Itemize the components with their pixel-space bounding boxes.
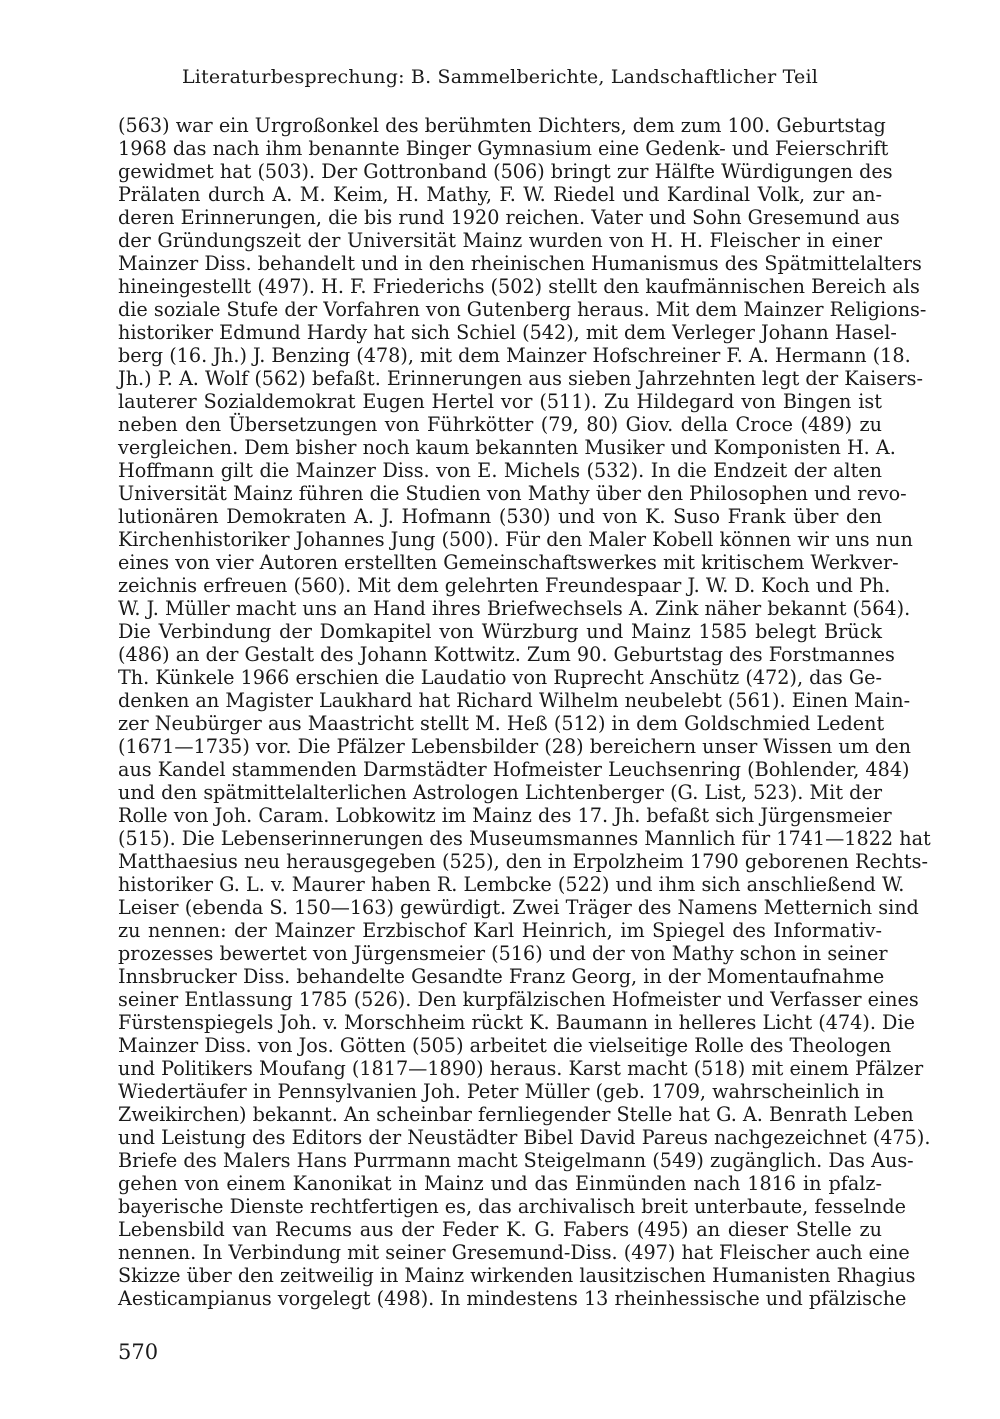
text-line: und Leistung des Editors der Neustädter Bibel David Pareus nachgezeichnet (475). (118, 1126, 931, 1149)
text-line: und den spätmittelalterlichen Astrologen Lichtenberger (G. List, 523). Mit der (118, 781, 882, 804)
text-line: Zweikirchen) bekannt. An scheinbar fernliegender Stelle hat G. A. Benrath Leben (118, 1103, 914, 1126)
text-line: gewidmet hat (503). Der Gottronband (506) bringt zur Hälfte Würdigungen des (118, 160, 893, 183)
page-number: 570 (118, 1340, 159, 1364)
text-line: lutionären Demokraten A. J. Hofmann (530) und von K. Suso Frank über den (118, 505, 882, 528)
text-line: Th. Künkele 1966 erschien die Laudatio von Ruprecht Anschütz (472), das Ge- (118, 666, 882, 689)
text-line: 1968 das nach ihm benannte Binger Gymnasium eine Gedenk- und Feierschrift (118, 137, 889, 160)
text-line: eines von vier Autoren erstellten Gemeinschaftswerkes mit kritischem Werkver- (118, 551, 899, 574)
text-line: nennen. In Verbindung mit seiner Gresemund-Diss. (497) hat Fleischer auch eine (118, 1241, 910, 1264)
text-line: Rolle von Joh. Caram. Lobkowitz im Mainz des 17. Jh. befaßt sich Jürgensmeier (118, 804, 892, 827)
text-line: zeichnis erfreuen (560). Mit dem gelehrten Freundespaar J. W. D. Koch und Ph. (118, 574, 891, 597)
text-line: (563) war ein Urgroßonkel des berühmten Dichters, dem zum 100. Geburtstag (118, 114, 886, 137)
text-line: Briefe des Malers Hans Purrmann macht Steigelmann (549) zugänglich. Das Aus- (118, 1149, 914, 1172)
text-line: bayerische Dienste rechtfertigen es, das archivalisch breit unterbaute, fesselnde (118, 1195, 906, 1218)
text-line: Prälaten durch A. M. Keim, H. Mathy, F. W. Riedel und Kardinal Volk, zur an- (118, 183, 882, 206)
text-line: Mainzer Diss. von Jos. Götten (505) arbeitet die vielseitige Rolle des Theologen (118, 1034, 892, 1057)
text-line: Kirchenhistoriker Johannes Jung (500). Für den Maler Kobell können wir uns nun (118, 528, 913, 551)
text-line: vergleichen. Dem bisher noch kaum bekannten Musiker und Komponisten H. A. (118, 436, 896, 459)
text-line: Fürstenspiegels Joh. v. Morschheim rückt K. Baumann in helleres Licht (474). Die (118, 1011, 915, 1034)
text-line: W. J. Müller macht uns an Hand ihres Briefwechsels A. Zink näher bekannt (564). (118, 597, 911, 620)
text-line: prozesses bewertet von Jürgensmeier (516) und der von Mathy schon in seiner (118, 942, 888, 965)
text-line: zu nennen: der Mainzer Erzbischof Karl Heinrich, im Spiegel des Informativ- (118, 919, 882, 942)
text-line: Leiser (ebenda S. 150—163) gewürdigt. Zwei Träger des Namens Metternich sind (118, 896, 919, 919)
text-line: Wiedertäufer in Pennsylvanien Joh. Peter Müller (geb. 1709, wahrscheinlich in (118, 1080, 885, 1103)
text-line: (486) an der Gestalt des Johann Kottwitz. Zum 90. Geburtstag des Forstmannes (118, 643, 895, 666)
text-line: Jh.) P. A. Wolf (562) befaßt. Erinnerungen aus sieben Jahrzehnten legt der Kaisers- (118, 367, 923, 390)
text-line: gehen von einem Kanonikat in Mainz und das Einmünden nach 1816 in pfalz- (118, 1172, 882, 1195)
text-line: lauterer Sozialdemokrat Eugen Hertel vor (511). Zu Hildegard von Bingen ist (118, 390, 882, 413)
text-line: Universität Mainz führen die Studien von Mathy über den Philosophen und revo- (118, 482, 907, 505)
text-line: (1671—1735) vor. Die Pfälzer Lebensbilder (28) bereichern unser Wissen um den (118, 735, 912, 758)
text-line: Matthaesius neu herausgegeben (525), den in Erpolzheim 1790 geborenen Rechts- (118, 850, 928, 873)
text-line: und Politikers Moufang (1817—1890) heraus. Karst macht (518) mit einem Pfälzer (118, 1057, 924, 1080)
text-line: Hoffmann gilt die Mainzer Diss. von E. Michels (532). In die Endzeit der alten (118, 459, 882, 482)
text-line: denken an Magister Laukhard hat Richard Wilhelm neubelebt (561). Einen Main- (118, 689, 911, 712)
text-line: neben den Übersetzungen von Führkötter (79, 80) Giov. della Croce (489) zu (118, 413, 882, 436)
text-line: Innsbrucker Diss. behandelte Gesandte Franz Georg, in der Momentaufnahme (118, 965, 885, 988)
text-line: Die Verbindung der Domkapitel von Würzburg und Mainz 1585 belegt Brück (118, 620, 882, 643)
running-head: Literaturbesprechung: B. Sammelberichte, Landschaftlicher Teil (181, 66, 819, 88)
text-line: berg (16. Jh.) J. Benzing (478), mit dem Mainzer Hofschreiner F. A. Hermann (18. (118, 344, 911, 367)
text-line: Skizze über den zeitweilig in Mainz wirkenden lausitzischen Humanisten Rhagius (118, 1264, 916, 1287)
text-line: Aesticampianus vorgelegt (498). In mindestens 13 rheinhessische und pfälzische (118, 1287, 907, 1310)
text-line: (515). Die Lebenserinnerungen des Museumsmannes Mannlich für 1741—1822 hat (118, 827, 931, 850)
text-line: deren Erinnerungen, die bis rund 1920 reichen. Vater und Sohn Gresemund aus (118, 206, 900, 229)
text-line: hineingestellt (497). H. F. Friederichs (502) stellt den kaufmännischen Bereich als (118, 275, 920, 298)
text-line: historiker Edmund Hardy hat sich Schiel (542), mit dem Verleger Johann Hasel- (118, 321, 897, 344)
text-line: seiner Entlassung 1785 (526). Den kurpfälzischen Hofmeister und Verfasser eines (118, 988, 919, 1011)
body-text (118, 114, 931, 1310)
text-line: Mainzer Diss. behandelt und in den rheinischen Humanismus des Spätmittelalters (118, 252, 922, 275)
text-line: zer Neubürger aus Maastricht stellt M. Heß (512) in dem Goldschmied Ledent (118, 712, 885, 735)
text-line: der Gründungszeit der Universität Mainz wurden von H. H. Fleischer in einer (118, 229, 882, 252)
text-line: aus Kandel stammenden Darmstädter Hofmeister Leuchsenring (Bohlender, 484) (118, 758, 910, 781)
text-line: historiker G. L. v. Maurer haben R. Lembcke (522) und ihm sich anschließend W. (118, 873, 905, 896)
text-line: die soziale Stufe der Vorfahren von Gutenberg heraus. Mit dem Mainzer Religions- (118, 298, 927, 321)
text-line: Lebensbild van Recums aus der Feder K. G. Fabers (495) an dieser Stelle zu (118, 1218, 882, 1241)
